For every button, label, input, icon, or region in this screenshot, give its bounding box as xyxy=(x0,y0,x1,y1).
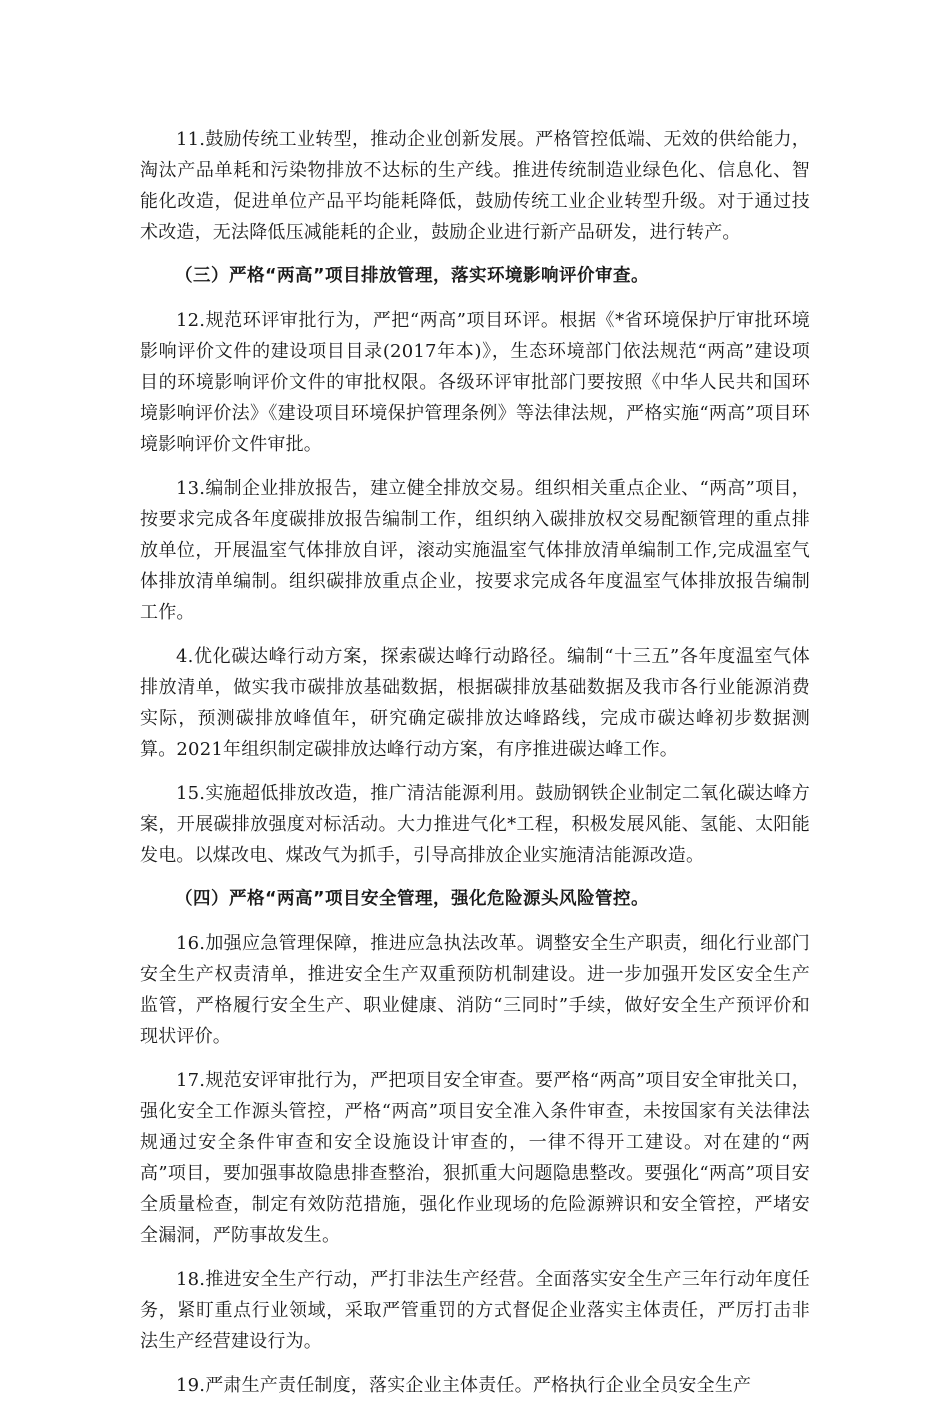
paragraph-19: 19.严肃生产责任制度，落实企业主体责任。严格执行企业全员安全生产 xyxy=(176,1375,752,1396)
section-heading-3: （三）严格“两高”项目排放管理，落实环境影响评价审查。 xyxy=(175,266,650,286)
document-body xyxy=(140,124,810,1414)
paragraph-12: 12.规范环评审批行为，严把“两高”项目环评。根据《*省环境保护厅审批环境影响评价文件的建设项目目录(2017年本)》，生态环境部门依法规范“两高”建设项目的环境影响评价文件的审批权限。各级环评审批部门要按照《中华人民共和国环境影响评价法》《建设项目环境保护管理条例》等法律法规，严格实施“两高”项目环境影响评价文件审批。 xyxy=(140,310,810,455)
paragraph-18: 18.推进安全生产行动，严打非法生产经营。全面落实安全生产三年行动年度任务，紧盯重点行业领域，采取严管重罚的方式督促企业落实主体责任，严厉打击非法生产经营建设行为。 xyxy=(140,1269,810,1352)
paragraph-14: 4.优化碳达峰行动方案，探索碳达峰行动路径。编制“十三五”各年度温室气体排放清单，做实我市碳排放基础数据，根据碳排放基础数据及我市各行业能源消费实际，预测碳排放峰值年，研究确定碳排放达峰路线，完成市碳达峰初步数据测算。2021年组织制定碳排放达峰行动方案，有序推进碳达峰工作。 xyxy=(140,646,810,760)
paragraph-11: 11.鼓励传统工业转型，推动企业创新发展。严格管控低端、无效的供给能力，淘汰产品单耗和污染物排放不达标的生产线。推进传统制造业绿色化、信息化、智能化改造，促进单位产品平均能耗降低，鼓励传统工业企业转型升级。对于通过技术改造，无法降低压减能耗的企业，鼓励企业进行新产品研发，进行转产。 xyxy=(140,129,810,243)
paragraph-13: 13.编制企业排放报告，建立健全排放交易。组织相关重点企业、“两高”项目，按要求完成各年度碳排放报告编制工作，组织纳入碳排放权交易配额管理的重点排放单位，开展温室气体排放自评，滚动实施温室气体排放清单编制工作,完成温室气体排放清单编制。组织碳排放重点企业，按要求完成各年度温室气体排放报告编制工作。 xyxy=(140,478,810,623)
paragraph-17: 17.规范安评审批行为，严把项目安全审查。要严格“两高”项目安全审批关口，强化安全工作源头管控，严格“两高”项目安全准入条件审查，未按国家有关法律法规通过安全条件审查和安全设施设计审查的，一律不得开工建设。对在建的“两高”项目，要加强事故隐患排查整治，狠抓重大问题隐患整改。要强化“两高”项目安全质量检查，制定有效防范措施，强化作业现场的危险源辨识和安全管控，严堵安全漏洞，严防事故发生。 xyxy=(140,1070,810,1246)
paragraph-16: 16.加强应急管理保障，推进应急执法改革。调整安全生产职责，细化行业部门安全生产权责清单，推进安全生产双重预防机制建设。进一步加强开发区安全生产监管，严格履行安全生产、职业健康、消防“三同时”手续，做好安全生产预评价和现状评价。 xyxy=(140,933,810,1047)
paragraph-15: 15.实施超低排放改造，推广清洁能源利用。鼓励钢铁企业制定二氧化碳达峰方案，开展碳排放强度对标活动。大力推进气化*工程，积极发展风能、氢能、太阳能发电。以煤改电、煤改气为抓手，引导高排放企业实施清洁能源改造。 xyxy=(140,783,810,866)
section-heading-4: （四）严格“两高”项目安全管理，强化危险源头风险管控。 xyxy=(175,889,650,909)
